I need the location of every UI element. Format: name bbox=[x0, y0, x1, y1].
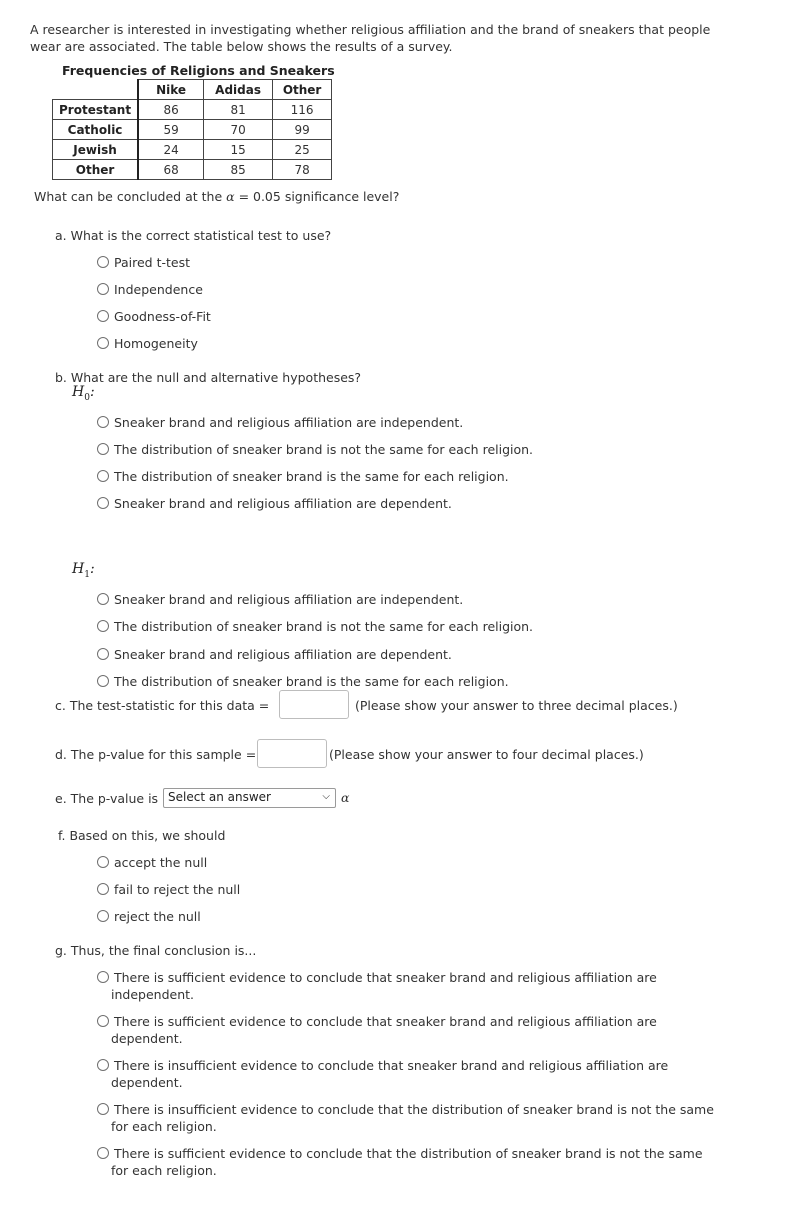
part-g-question: g. Thus, the final conclusion is... bbox=[55, 943, 257, 958]
part-c-hint: (Please show your answer to three decimal places.) bbox=[355, 698, 678, 713]
option-label-cont: independent. bbox=[111, 987, 194, 1002]
radio-h0-distribution-not-same[interactable] bbox=[97, 443, 109, 455]
radio-h0-distribution-same[interactable] bbox=[97, 470, 109, 482]
option-label: Homogeneity bbox=[114, 336, 198, 351]
h0-subscript: 0 bbox=[84, 392, 90, 403]
option-label-cont: for each religion. bbox=[111, 1119, 217, 1134]
h1-letter: H bbox=[72, 561, 85, 577]
radio-fail-to-reject-null[interactable] bbox=[97, 883, 109, 895]
radio-conclusion-sufficient-distribution[interactable] bbox=[97, 1147, 109, 1159]
h0-letter: H bbox=[72, 384, 85, 400]
table-cell: 68 bbox=[138, 160, 204, 180]
radio-h1-distribution-not-same[interactable] bbox=[97, 620, 109, 632]
part-c-question: c. The test-statistic for this data = bbox=[55, 698, 270, 713]
table-header-row bbox=[53, 80, 332, 100]
row-label: Catholic bbox=[53, 120, 139, 140]
option-label: There is insufficient evidence to conclude that the distribution of sneaker brand is not the same bbox=[114, 1102, 714, 1117]
option-label: There is insufficient evidence to conclude that sneaker brand and religious affiliation are bbox=[114, 1058, 669, 1073]
option-label-cont: dependent. bbox=[111, 1031, 183, 1046]
significance-prompt bbox=[34, 189, 399, 204]
radio-paired-t-test[interactable] bbox=[97, 256, 109, 268]
table-cell: 85 bbox=[204, 160, 273, 180]
option-label: Sneaker brand and religious affiliation are independent. bbox=[114, 592, 464, 607]
h1-label: $H_1$: bbox=[72, 561, 95, 580]
h0-label: $H_0$: bbox=[72, 384, 95, 403]
radio-h1-distribution-same[interactable] bbox=[97, 675, 109, 687]
option-label: The distribution of sneaker brand is not the same for each religion. bbox=[114, 619, 534, 634]
option-label: The distribution of sneaker brand is the same for each religion. bbox=[114, 674, 509, 689]
col-header-adidas: Adidas bbox=[204, 80, 273, 100]
option-label: accept the null bbox=[114, 855, 208, 870]
radio-reject-null[interactable] bbox=[97, 910, 109, 922]
radio-h1-independent[interactable] bbox=[97, 593, 109, 605]
table-cell: 59 bbox=[138, 120, 204, 140]
table-cell: 86 bbox=[138, 100, 204, 120]
table-row bbox=[53, 140, 332, 160]
radio-goodness-of-fit[interactable] bbox=[97, 310, 109, 322]
radio-h0-dependent[interactable] bbox=[97, 497, 109, 509]
alpha-symbol: α bbox=[226, 189, 235, 204]
option-label: The distribution of sneaker brand is not the same for each religion. bbox=[114, 442, 534, 457]
radio-independence[interactable] bbox=[97, 283, 109, 295]
table-cell: 25 bbox=[273, 140, 332, 160]
table-cell: 116 bbox=[273, 100, 332, 120]
table-corner bbox=[53, 80, 139, 100]
radio-h1-dependent[interactable] bbox=[97, 648, 109, 660]
table-row bbox=[53, 160, 332, 180]
option-label: Sneaker brand and religious affiliation are independent. bbox=[114, 415, 464, 430]
row-label: Jewish bbox=[53, 140, 139, 160]
table-row bbox=[53, 120, 332, 140]
option-label-cont: for each religion. bbox=[111, 1163, 217, 1178]
row-label: Protestant bbox=[53, 100, 139, 120]
prompt-after: = 0.05 significance level? bbox=[238, 189, 400, 204]
part-d-hint: (Please show your answer to four decimal places.) bbox=[329, 747, 644, 762]
radio-conclusion-sufficient-independent[interactable] bbox=[97, 971, 109, 983]
table-cell: 99 bbox=[273, 120, 332, 140]
part-f-question: f. Based on this, we should bbox=[58, 828, 226, 843]
option-label: fail to reject the null bbox=[114, 882, 241, 897]
radio-conclusion-insufficient-dependent[interactable] bbox=[97, 1059, 109, 1071]
h1-subscript: 1 bbox=[84, 569, 90, 580]
part-a-question: a. What is the correct statistical test to use? bbox=[55, 228, 332, 243]
table-row bbox=[53, 100, 332, 120]
option-label: Sneaker brand and religious affiliation are dependent. bbox=[114, 496, 452, 511]
col-header-nike: Nike bbox=[138, 80, 204, 100]
option-label: There is sufficient evidence to conclude that sneaker brand and religious affiliation are bbox=[114, 970, 657, 985]
table-cell: 15 bbox=[204, 140, 273, 160]
frequency-table bbox=[52, 79, 332, 180]
part-b-question: b. What are the null and alternative hypotheses? bbox=[55, 370, 362, 385]
intro-line-1: A researcher is interested in investigating whether religious affiliation and the brand of sneakers that people bbox=[30, 22, 711, 37]
radio-homogeneity[interactable] bbox=[97, 337, 109, 349]
radio-h0-independent[interactable] bbox=[97, 416, 109, 428]
radio-conclusion-sufficient-dependent[interactable] bbox=[97, 1015, 109, 1027]
row-label: Other bbox=[53, 160, 139, 180]
chevron-down-icon: ⌵ bbox=[322, 791, 330, 802]
option-label: The distribution of sneaker brand is the same for each religion. bbox=[114, 469, 509, 484]
option-label: Goodness-of-Fit bbox=[114, 309, 211, 324]
col-header-other: Other bbox=[273, 80, 332, 100]
table-title: Frequencies of Religions and Sneakers bbox=[62, 63, 335, 78]
p-value-comparison-select[interactable] bbox=[163, 788, 336, 808]
p-value-input[interactable] bbox=[257, 739, 327, 768]
test-statistic-input[interactable] bbox=[279, 690, 349, 719]
part-e-question: e. The p-value is bbox=[55, 791, 159, 806]
table-cell: 70 bbox=[204, 120, 273, 140]
option-label: Independence bbox=[114, 282, 203, 297]
option-label: Sneaker brand and religious affiliation are dependent. bbox=[114, 647, 452, 662]
select-value: Select an answer bbox=[168, 790, 271, 804]
intro-line-2: wear are associated. The table below shows the results of a survey. bbox=[30, 39, 453, 54]
radio-accept-null[interactable] bbox=[97, 856, 109, 868]
table-cell: 78 bbox=[273, 160, 332, 180]
option-label-cont: dependent. bbox=[111, 1075, 183, 1090]
option-label: reject the null bbox=[114, 909, 201, 924]
option-label: Paired t-test bbox=[114, 255, 190, 270]
option-label: There is sufficient evidence to conclude that the distribution of sneaker brand is not the same bbox=[114, 1146, 703, 1161]
option-label: There is sufficient evidence to conclude that sneaker brand and religious affiliation are bbox=[114, 1014, 657, 1029]
prompt-before: What can be concluded at the bbox=[34, 189, 223, 204]
radio-conclusion-insufficient-distribution[interactable] bbox=[97, 1103, 109, 1115]
alpha-symbol: α bbox=[341, 790, 350, 805]
part-d-question: d. The p-value for this sample = bbox=[55, 747, 257, 762]
table-cell: 81 bbox=[204, 100, 273, 120]
table-cell: 24 bbox=[138, 140, 204, 160]
